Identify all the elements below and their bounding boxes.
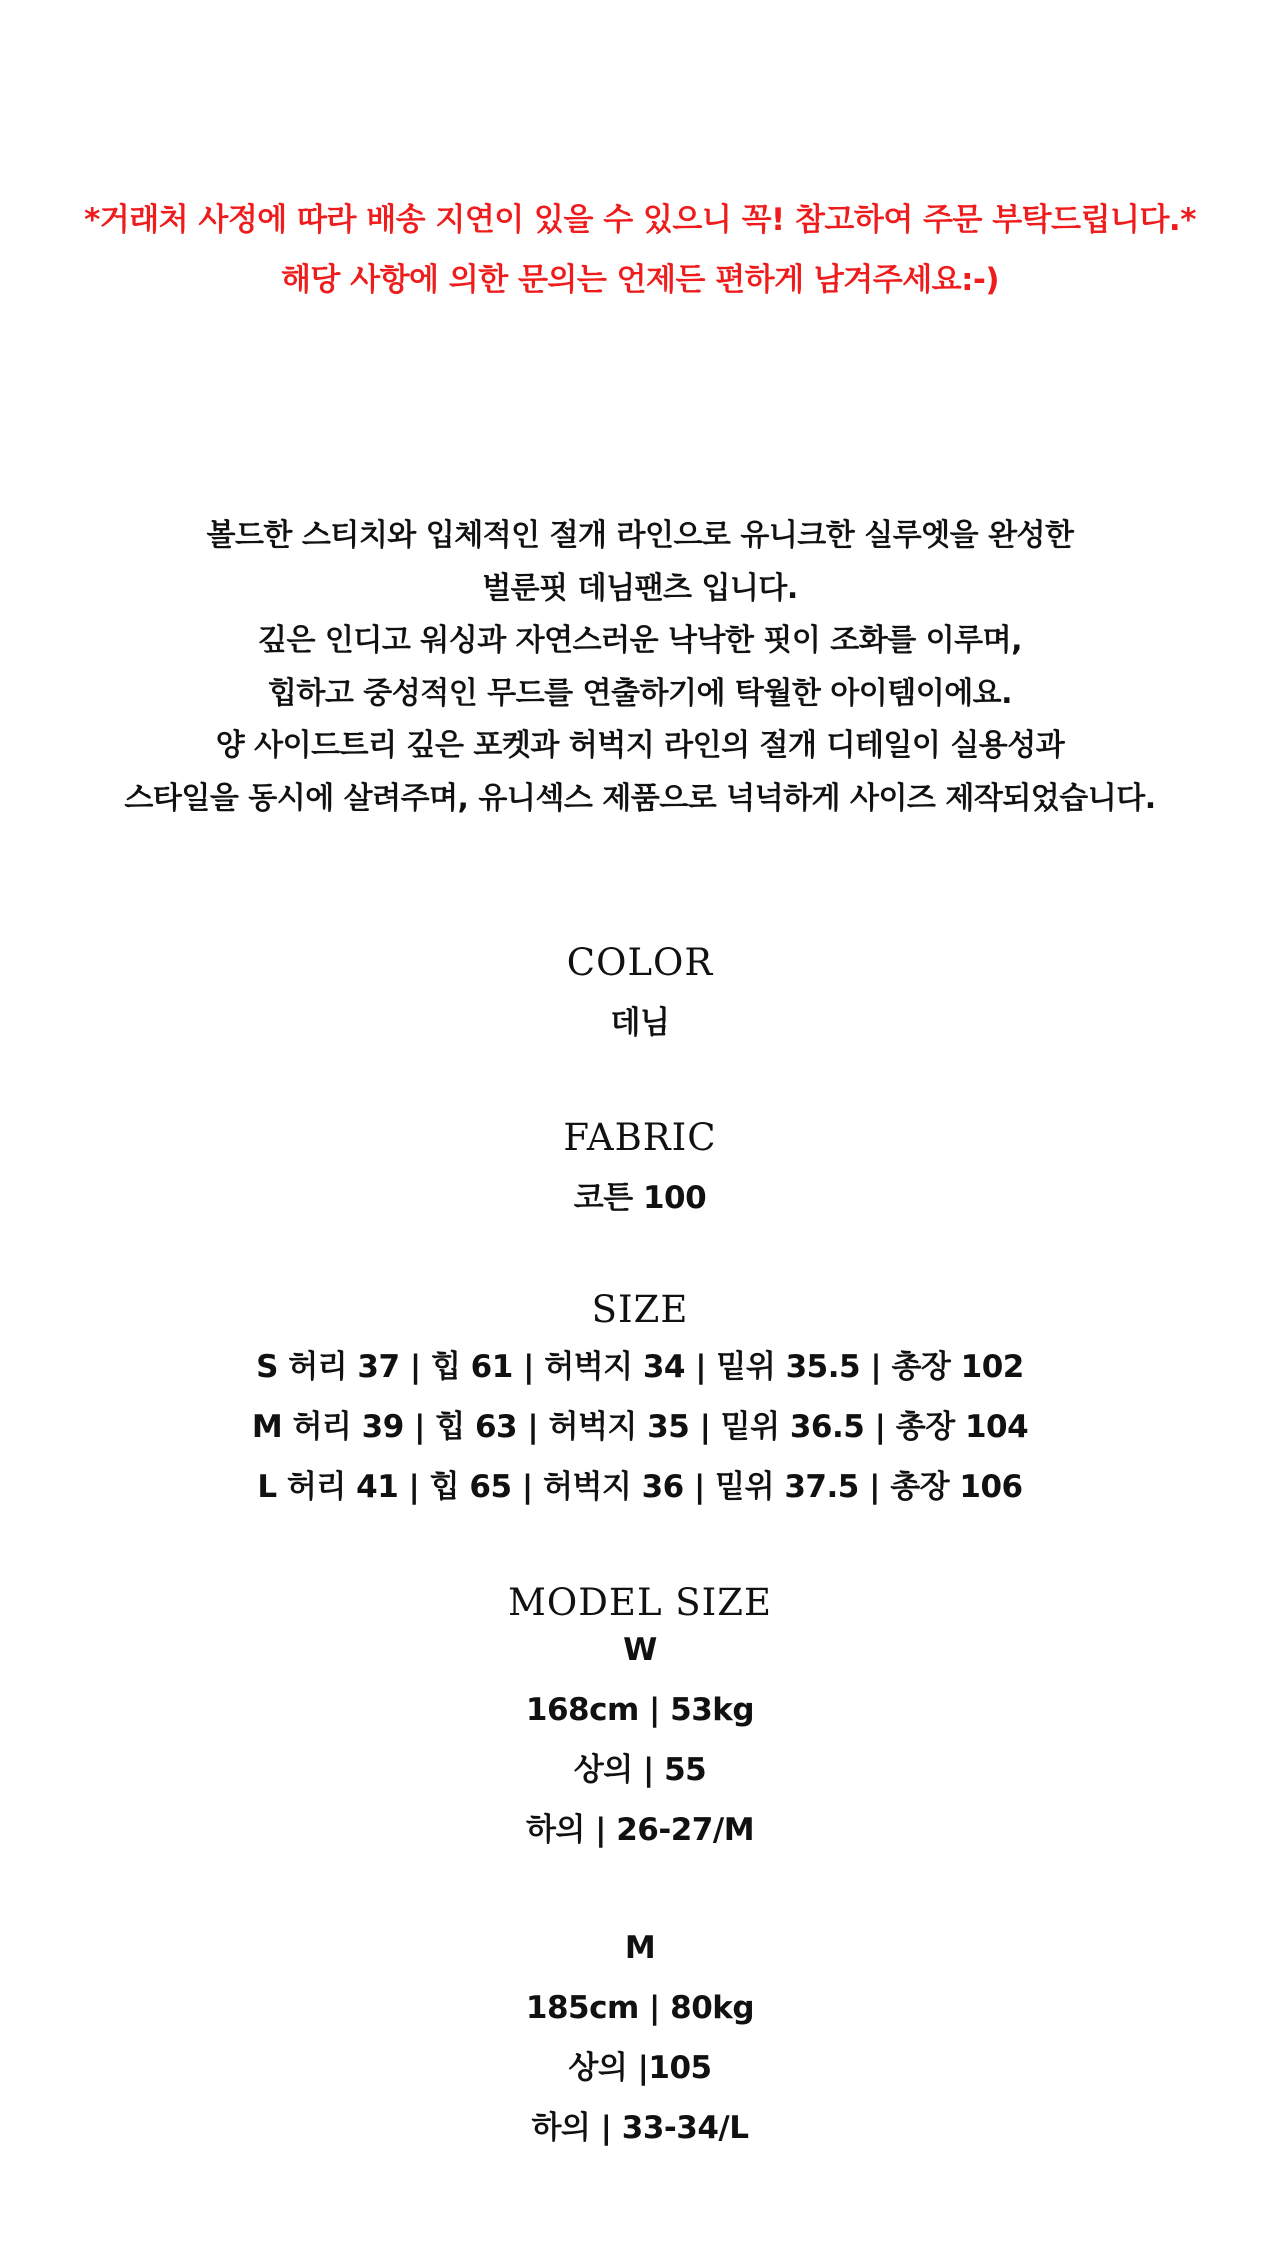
description-line: 깊은 인디고 워싱과 자연스러운 낙낙한 핏이 조화를 이루며, [257,623,1023,658]
shipping-notice [0,190,1280,310]
fabric-heading: FABRIC [563,1116,717,1159]
size-row-s: S 허리 37 | 힙 61 | 허벅지 34 | 밑위 35.5 | 총장 102 [256,1349,1024,1385]
model-women-bottom: 하의 | 26-27/M [525,1812,755,1848]
model-size-men [0,1918,1280,2158]
description-line: 양 사이드트리 깊은 포켓과 허벅지 라인의 절개 디테일이 실용성과 [215,728,1065,763]
product-description [0,510,1280,825]
size-heading: SIZE [591,1288,689,1331]
model-women-label: W [623,1632,657,1668]
model-men-label: M [624,1930,656,1966]
description-line: 벌룬핏 데님팬츠 입니다. [482,570,798,606]
fabric-value: 코튼 100 [573,1180,707,1216]
size-row-l: L 허리 41 | 힙 65 | 허벅지 36 | 밑위 37.5 | 총장 106 [257,1469,1023,1505]
model-men-bottom: 하의 | 33-34/L [531,2110,749,2146]
model-women-body: 168cm | 53kg [525,1692,755,1728]
model-men-body: 185cm | 80kg [525,1990,755,2026]
description-line: 스타일을 동시에 살려주며, 유니섹스 제품으로 넉넉하게 사이즈 제작되었습니다. [124,780,1156,816]
model-size-women [0,1620,1280,1860]
color-value: 데님 [610,1005,670,1041]
model-size-heading: MODEL SIZE [508,1581,772,1624]
model-women-top: 상의 | 55 [573,1752,707,1788]
model-men-top: 상의 |105 [568,2050,712,2086]
shipping-notice-line-1: *거래처 사정에 따라 배송 지연이 있을 수 있으니 꼭! 참고하여 주문 부탁드립니다.* [84,202,1196,238]
color-heading: COLOR [566,941,714,984]
size-table [0,1337,1280,1517]
description-line: 볼드한 스티치와 입체적인 절개 라인으로 유니크한 실루엣을 완성한 [206,518,1074,553]
shipping-notice-line-2: 해당 사항에 의한 문의는 언제든 편하게 남겨주세요:-) [280,262,1000,298]
description-line: 힙하고 중성적인 무드를 연출하기에 탁월한 아이템이에요. [267,675,1013,711]
size-row-m: M 허리 39 | 힙 63 | 허벅지 35 | 밑위 36.5 | 총장 104 [251,1409,1029,1445]
